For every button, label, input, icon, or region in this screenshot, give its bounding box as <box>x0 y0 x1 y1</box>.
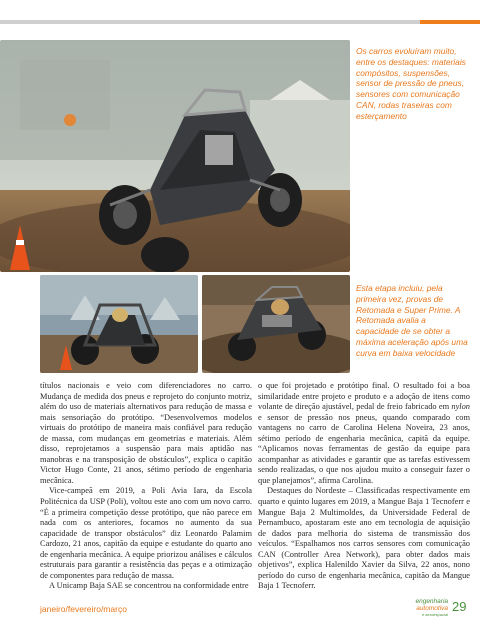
photo-baja-buggy-track <box>40 275 198 373</box>
top-rule <box>0 20 480 24</box>
top-rule-gray <box>0 20 420 24</box>
photo-baja-buggy-mud <box>202 275 350 373</box>
article-column-left <box>40 381 252 592</box>
photo-baja-buggy-jump <box>0 40 350 272</box>
paragraph: Destaques do Nordeste – Classificadas respectivamente em quarto e quinto lugares em 2019, a Mangue Baja 1 Tecnoferr e Mangue Baja 2 Multimoldes, da Universidade Federal de Pernambuco, apostaram este ano em tecnologia de aquisição de dados para melhoria do sistema de transmissão dos veículos. “Espalhamos nos carros sensores com comunicação CAN (Controller Area Network), para obter dados mais objetivos”, explica Halenildo Xavier da Silva, 22 anos, nono período do curso de engenharia mecânica, capitão da Mangue Baja 1 Tecnoferr. <box>258 486 470 591</box>
paragraph: títulos nacionais e veio com diferenciadores no carro. Mudança de medida dos pneus e reprojeto do conjunto motriz, além do uso de materiais alternativos para redução de massa e mais sensoriação do protótipo. “Desenvolvemos modelos virtuais do protótipo de maneira mais confiável para redução de massa, com mudanças em geometrias e materiais. Além disso, reprojetamos a suspensão para mais aptidão nas manobras e na transposição de obstáculos”, explica o capitão Victor Hugo Conte, 21 anos, sétimo período de engenharia mecânica. <box>40 381 252 485</box>
paragraph-text: o que foi projetado e protótipo final. O resultado foi a boa similaridade entre projeto e produto e a adoção de itens como volante de direção ajustável, pedal de freio fabricado em <box>258 381 470 412</box>
logo-line-2: automotiva <box>416 605 448 612</box>
footer-issue-date: janeiro/fevereiro/março <box>40 604 127 614</box>
top-rule-orange <box>420 20 480 24</box>
article-column-right <box>258 381 470 592</box>
emphasis-text: nylon <box>451 402 470 412</box>
paragraph-text: e sensor de pressão nos pneus, quando comparado com vantagens no carro de Carolina Helena Noveira, 23 anos, sétimo período de engenharia mecânica, capitã da equipe. “Aplicamos novas ferramentas de gestão da equipe para acompanhar as atividades e garantir que as tarefas estivessem sendo realizadas, o que nos ajudou muito a conseguir fazer o que planejamos”, afirma Carolina. <box>258 412 470 485</box>
logo-line-3: e aeroespacial <box>421 612 448 617</box>
photo-caption-secondary: Esta etapa incluiu, pela primeira vez, provas de Retomada e Super Prime. A Retomada avalia a capacidade de se obter a máxima aceleração após uma curva em baixa velocidade <box>356 283 468 358</box>
photo-caption-main: Os carros evoluíram muito, entre os destaques: materiais compósitos, suspensões, sensor de pressão de pneus, sensores com comunicação CAN, rodas traseiras com esterçamento <box>356 46 466 121</box>
paragraph: Vice-campeã em 2019, a Poli Avia Iara, da Escola Politécnica da USP (Poli), voltou este ano com um novo carro. “É a primeira competição desse protótipo, que não parece em nada com os anteriores, focamos no aumento da sua capacidade de transpor obstáculos” diz Leonardo Palamim Cardozo, 21 anos, capitão da equipe e estudante do quarto ano de engenharia mecânica. A equipe priorizou análises e cálculos estruturais para garantir a resistência das peças e a otimização de componentes para redução de massa. <box>40 486 252 580</box>
magazine-logo <box>400 598 448 620</box>
paragraph <box>258 381 470 486</box>
logo-line-1: engenharia <box>415 598 448 605</box>
page-number: 29 <box>452 599 467 614</box>
paragraph: A Unicamp Baja SAE se concentrou na conformidade entre <box>49 581 249 591</box>
